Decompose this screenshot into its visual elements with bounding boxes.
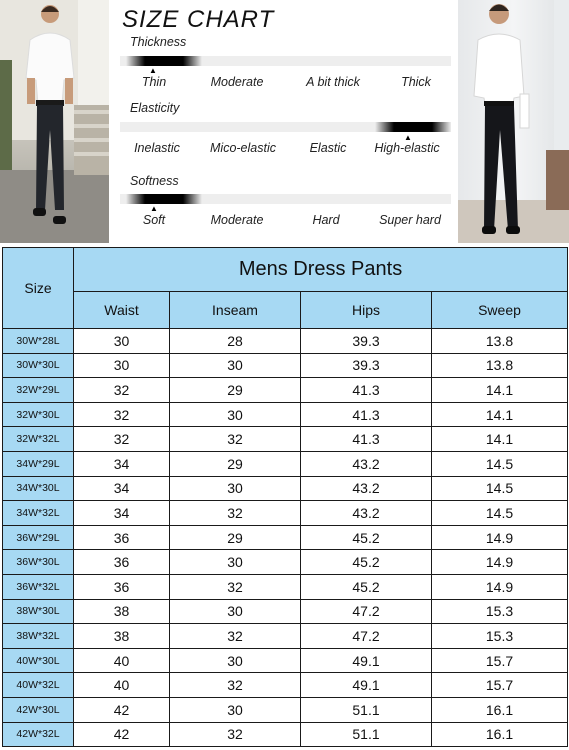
table-row xyxy=(3,525,568,550)
sweep-cell: 14.1 xyxy=(432,402,568,427)
sweep-cell: 14.1 xyxy=(432,427,568,452)
waist-cell: 38 xyxy=(74,599,170,624)
waist-cell: 30 xyxy=(74,353,170,378)
hips-cell: 45.2 xyxy=(301,574,432,599)
elasticity-option: Elastic xyxy=(309,141,347,155)
size-cell: 32W*29L xyxy=(3,378,74,403)
sweep-column-header: Sweep xyxy=(432,292,568,329)
softness-label: Softness xyxy=(130,174,179,188)
hips-cell: 45.2 xyxy=(301,525,432,550)
size-cell: 36W*29L xyxy=(3,525,74,550)
size-cell: 38W*30L xyxy=(3,599,74,624)
hips-cell: 49.1 xyxy=(301,673,432,698)
size-cell: 38W*32L xyxy=(3,624,74,649)
softness-option: Soft xyxy=(142,213,166,227)
waist-cell: 34 xyxy=(74,501,170,526)
elasticity-indicator xyxy=(375,122,451,132)
hips-cell: 39.3 xyxy=(301,329,432,354)
size-cell: 32W*32L xyxy=(3,427,74,452)
size-cell: 36W*32L xyxy=(3,574,74,599)
inseam-cell: 32 xyxy=(170,624,301,649)
size-cell: 40W*32L xyxy=(3,673,74,698)
hips-cell: 43.2 xyxy=(301,476,432,501)
waist-cell: 34 xyxy=(74,451,170,476)
model-photo-right xyxy=(458,0,569,243)
sweep-cell: 16.1 xyxy=(432,697,568,722)
size-cell: 34W*30L xyxy=(3,476,74,501)
sweep-cell: 15.3 xyxy=(432,624,568,649)
table-title: Mens Dress Pants xyxy=(74,248,568,292)
inseam-cell: 30 xyxy=(170,550,301,575)
sweep-cell: 14.9 xyxy=(432,525,568,550)
inseam-cell: 32 xyxy=(170,501,301,526)
sweep-cell: 14.9 xyxy=(432,574,568,599)
hips-cell: 47.2 xyxy=(301,624,432,649)
inseam-cell: 29 xyxy=(170,525,301,550)
sweep-cell: 14.5 xyxy=(432,501,568,526)
sweep-cell: 15.7 xyxy=(432,673,568,698)
hips-cell: 49.1 xyxy=(301,648,432,673)
hips-cell: 43.2 xyxy=(301,501,432,526)
inseam-cell: 30 xyxy=(170,697,301,722)
thickness-option: Thin xyxy=(141,75,167,89)
inseam-cell: 32 xyxy=(170,427,301,452)
table-row xyxy=(3,624,568,649)
hips-cell: 39.3 xyxy=(301,353,432,378)
size-cell: 34W*29L xyxy=(3,451,74,476)
inseam-cell: 30 xyxy=(170,599,301,624)
elasticity-label: Elasticity xyxy=(130,101,180,115)
table-row xyxy=(3,722,568,747)
thickness-arrow-icon: ▲ xyxy=(149,66,157,75)
thickness-option: A bit thick xyxy=(306,75,360,89)
waist-cell: 42 xyxy=(74,722,170,747)
waist-cell: 34 xyxy=(74,476,170,501)
size-chart-title: SIZE CHART xyxy=(122,6,275,33)
waist-cell: 42 xyxy=(74,697,170,722)
elasticity-option: High-elastic xyxy=(374,141,440,155)
size-table xyxy=(2,247,568,747)
waist-cell: 36 xyxy=(74,574,170,599)
table-row xyxy=(3,550,568,575)
inseam-cell: 30 xyxy=(170,402,301,427)
size-cell: 32W*30L xyxy=(3,402,74,427)
waist-cell: 40 xyxy=(74,648,170,673)
inseam-cell: 30 xyxy=(170,353,301,378)
hips-cell: 41.3 xyxy=(301,378,432,403)
table-row xyxy=(3,697,568,722)
inseam-cell: 32 xyxy=(170,673,301,698)
sweep-cell: 15.7 xyxy=(432,648,568,673)
softness-indicator xyxy=(126,194,202,204)
inseam-cell: 30 xyxy=(170,648,301,673)
inseam-cell: 32 xyxy=(170,722,301,747)
inseam-cell: 29 xyxy=(170,451,301,476)
size-cell: 42W*30L xyxy=(3,697,74,722)
sweep-cell: 13.8 xyxy=(432,353,568,378)
sweep-cell: 14.9 xyxy=(432,550,568,575)
size-cell: 30W*28L xyxy=(3,329,74,354)
hips-cell: 51.1 xyxy=(301,722,432,747)
sweep-cell: 14.5 xyxy=(432,476,568,501)
waist-cell: 32 xyxy=(74,378,170,403)
inseam-column-header: Inseam xyxy=(170,292,301,329)
elasticity-option: Mico-elastic xyxy=(210,141,276,155)
inseam-cell: 29 xyxy=(170,378,301,403)
softness-option: Super hard xyxy=(379,213,441,227)
waist-cell: 40 xyxy=(74,673,170,698)
thickness-option: Thick xyxy=(401,75,431,89)
table-row xyxy=(3,673,568,698)
table-row xyxy=(3,378,568,403)
table-row xyxy=(3,599,568,624)
table-row xyxy=(3,427,568,452)
softness-option: Moderate xyxy=(210,213,264,227)
table-row xyxy=(3,648,568,673)
size-chart-panel xyxy=(109,0,458,243)
model-photo-left xyxy=(0,0,109,243)
hips-cell: 45.2 xyxy=(301,550,432,575)
waist-column-header: Waist xyxy=(74,292,170,329)
softness-option: Hard xyxy=(312,213,340,227)
inseam-cell: 28 xyxy=(170,329,301,354)
elasticity-option: Inelastic xyxy=(134,141,180,155)
size-cell: 30W*30L xyxy=(3,353,74,378)
thickness-indicator xyxy=(126,56,202,66)
inseam-cell: 30 xyxy=(170,476,301,501)
table-row xyxy=(3,476,568,501)
sweep-cell: 14.5 xyxy=(432,451,568,476)
table-row xyxy=(3,402,568,427)
sweep-cell: 14.1 xyxy=(432,378,568,403)
size-cell: 42W*32L xyxy=(3,722,74,747)
hips-cell: 41.3 xyxy=(301,427,432,452)
waist-cell: 32 xyxy=(74,402,170,427)
sweep-cell: 16.1 xyxy=(432,722,568,747)
hips-cell: 51.1 xyxy=(301,697,432,722)
size-cell: 34W*32L xyxy=(3,501,74,526)
softness-scale-bar xyxy=(120,194,451,204)
size-table-body xyxy=(3,329,568,747)
table-row xyxy=(3,574,568,599)
table-row xyxy=(3,501,568,526)
waist-cell: 36 xyxy=(74,525,170,550)
hero-section xyxy=(0,0,569,246)
table-row xyxy=(3,353,568,378)
hips-cell: 47.2 xyxy=(301,599,432,624)
size-cell: 40W*30L xyxy=(3,648,74,673)
elasticity-arrow-icon: ▲ xyxy=(404,133,412,142)
waist-cell: 32 xyxy=(74,427,170,452)
waist-cell: 36 xyxy=(74,550,170,575)
sweep-cell: 13.8 xyxy=(432,329,568,354)
size-cell: 36W*30L xyxy=(3,550,74,575)
table-row xyxy=(3,451,568,476)
softness-arrow-icon: ▲ xyxy=(150,204,158,213)
waist-cell: 38 xyxy=(74,624,170,649)
inseam-cell: 32 xyxy=(170,574,301,599)
table-row xyxy=(3,329,568,354)
hips-column-header: Hips xyxy=(301,292,432,329)
elasticity-scale-bar xyxy=(120,122,451,132)
size-column-header: Size xyxy=(3,248,74,329)
thickness-scale-bar xyxy=(120,56,451,66)
hips-cell: 43.2 xyxy=(301,451,432,476)
waist-cell: 30 xyxy=(74,329,170,354)
hips-cell: 41.3 xyxy=(301,402,432,427)
thickness-option: Moderate xyxy=(210,75,264,89)
thickness-label: Thickness xyxy=(130,35,187,49)
sweep-cell: 15.3 xyxy=(432,599,568,624)
